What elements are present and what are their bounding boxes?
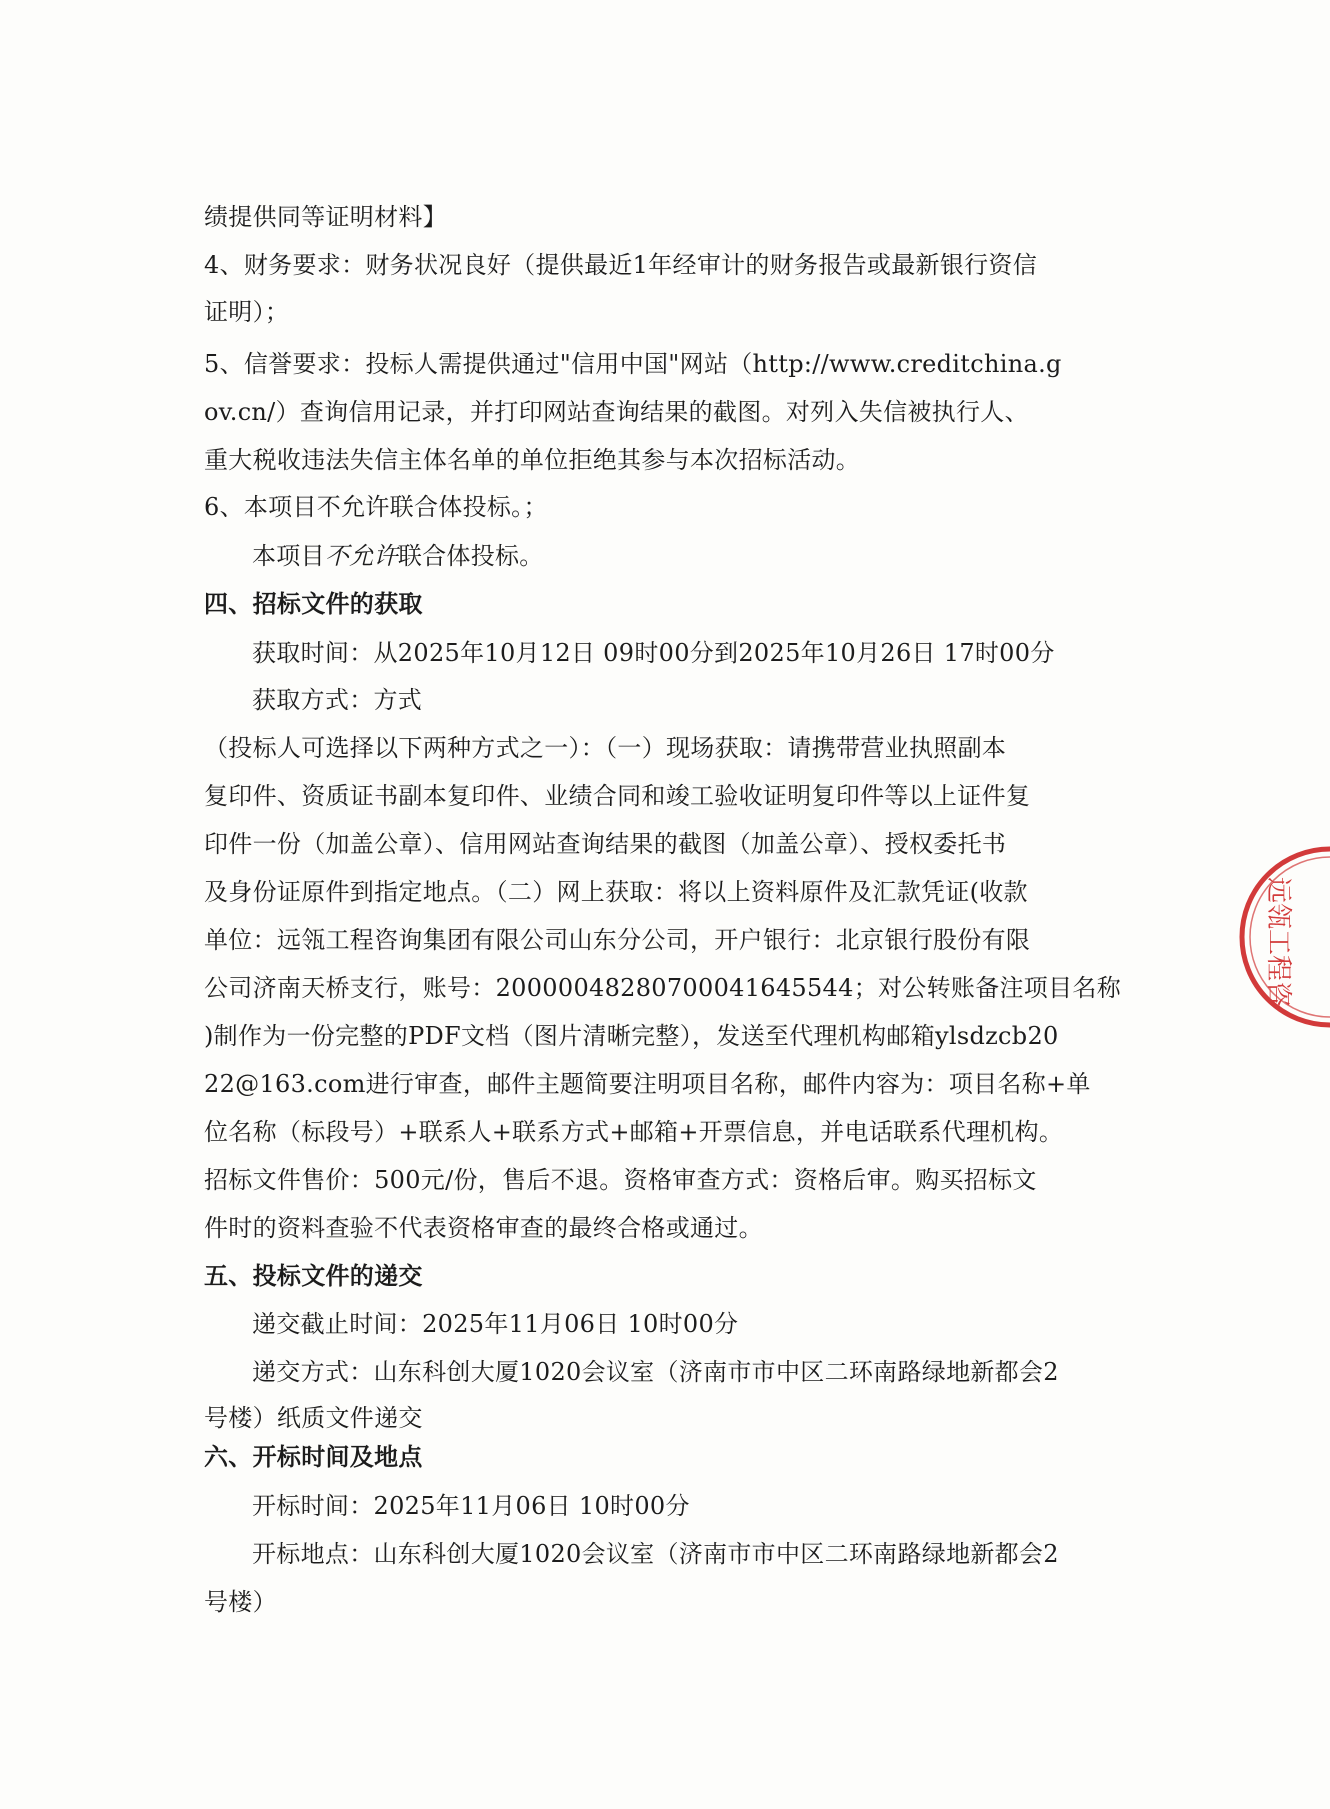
text-line [252,541,544,571]
text-line: ov.cn/）查询信用记录，并打印网站查询结果的截图。对列入失信被执行人、 [204,398,1029,426]
text-line: 5、信誉要求：投标人需提供通过"信用中国"网站（http://www.creditchina.g [204,350,1062,378]
text-line: 印件一份（加盖公章）、信用网站查询结果的截图（加盖公章）、授权委托书 [204,830,1007,858]
text-line: 单位：远瓴工程咨询集团有限公司山东分公司，开户银行：北京银行股份有限 [204,926,1031,954]
text-line: 公司济南天桥支行，账号：20000048280700041645544；对公转账备注项目名称 [204,974,1121,1002]
text-line: 获取时间：从2025年10月12日 09时00分到2025年10月26日 17时00分 [252,639,1055,667]
text-line: 证明）； [204,298,290,326]
text-line: 开标地点：山东科创大厦1020会议室（济南市市中区二环南路绿地新都会2 [252,1540,1059,1568]
text-line: 位名称（标段号）+联系人+联系方式+邮箱+开票信息，并电话联系代理机构。 [204,1118,1064,1146]
text-line: 件时的资料查验不代表资格审查的最终合格或通过。 [204,1214,763,1242]
text-line: 号楼） [204,1588,277,1616]
text-line: 招标文件售价：500元/份，售后不退。资格审查方式：资格后审。购买招标文 [204,1166,1037,1194]
text-segment: 本项目 [252,542,325,570]
section-heading: 六、开标时间及地点 [204,1443,423,1471]
company-seal [1200,842,1330,1032]
text-line: 递交截止时间：2025年11月06日 10时00分 [252,1310,739,1338]
text-line: 获取方式：方式 [252,686,423,714]
text-line: 开标时间：2025年11月06日 10时00分 [252,1492,690,1520]
text-line: 重大税收违法失信主体名单的单位拒绝其参与本次招标活动。 [204,446,861,474]
text-line: )制作为一份完整的PDF文档（图片清晰完整），发送至代理机构邮箱ylsdzcb20 [204,1022,1059,1050]
text-line: 绩提供同等证明材料】 [204,203,447,231]
text-line: 及身份证原件到指定地点。（二）网上获取：将以上资料原件及汇款凭证(收款 [204,878,1028,906]
section-heading: 五、投标文件的递交 [204,1262,423,1290]
text-line: 6、本项目不允许联合体投标。； [204,493,548,521]
seal-graphic [1200,842,1330,1032]
section-heading: 四、招标文件的获取 [204,590,423,618]
text-line: （投标人可选择以下两种方式之一）：（一）现场获取：请携带营业执照副本 [204,734,1007,762]
text-line: 号楼）纸质文件递交 [204,1404,423,1432]
emphasis-text: 不允许 [324,542,398,570]
text-line: 复印件、资质证书副本复印件、业绩合同和竣工验收证明复印件等以上证件复 [204,782,1031,810]
seal-text: 远瓴工程咨 [1263,876,1293,1008]
text-segment: 联合体投标。 [397,542,544,570]
text-line: 4、财务要求：财务状况良好（提供最近1年经审计的财务报告或最新银行资信 [204,251,1038,279]
text-line: 22@163.com进行审查，邮件主题简要注明项目名称，邮件内容为：项目名称+单 [204,1070,1091,1098]
text-line: 递交方式：山东科创大厦1020会议室（济南市市中区二环南路绿地新都会2 [252,1358,1059,1386]
